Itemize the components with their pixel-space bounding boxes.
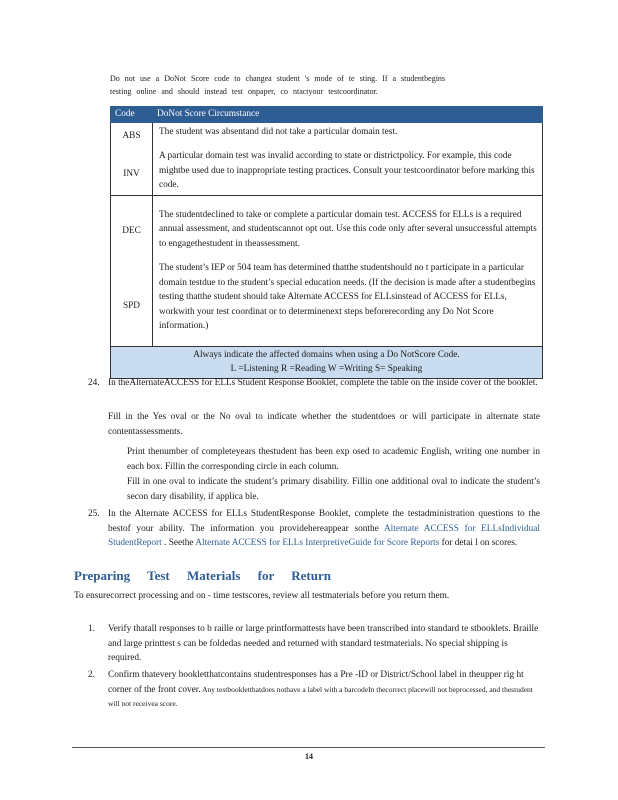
page-number: 14 [305, 752, 313, 761]
item-number: 25. [88, 509, 100, 519]
circumstance-cell [153, 122, 543, 195]
interpretive-guide-link[interactable]: Alternate ACCESS for ELLs InterpretiveGuide for Score Reports [195, 538, 440, 548]
code-abs: ABS [122, 130, 141, 141]
item-number: 24. [88, 378, 100, 388]
circumstance-cell [153, 195, 543, 346]
table-footer [111, 346, 543, 378]
list-item-25 [88, 507, 540, 551]
section-heading: Preparing Test Materials for Return [74, 568, 331, 583]
item-2-text: Confirm thatevery bookletthatcontains studentresponses has a Pre -ID or District/School label in theupper rig ht corner of the front cover. [108, 670, 524, 695]
footer-line-1: Always indicate the affected domains when using a Do NotScore Code. [193, 349, 460, 360]
code-cell [111, 122, 153, 195]
item-25-text-b: . Seethe [161, 538, 196, 548]
intro-line-2: testing online and should instead test onpaper, co ntactyour testcoordinator. [110, 87, 378, 96]
circumstance-dec: The studentdeclined to take or complete a particular domain test. ACCESS for ELLs is a required annual assessment, and studentscannot opt out. Use this code only after several unsuccessful attempts to engagethestudent in theassessment. [159, 209, 537, 249]
do-not-score-table [110, 106, 543, 379]
bullet-text: Print thenumber of completeyears thestudent has been exp osed to academic English, writing one number in each box. Fillin the corresponding circle in each column. [127, 447, 540, 472]
list-item [88, 622, 540, 666]
intro-line-1: Do not use a DoNot Score code to changea student 's mode of te sting. If a studentbegins [110, 74, 446, 83]
item-text: In theAlternateACCESS for ELLs Student Response Booklet, complete the table on the inside cover of the booklet. [108, 378, 538, 388]
intro-note [110, 72, 510, 98]
circumstance-inv: A particular domain test was invalid according to state or districtpolicy. For example, this code mightbe used due to inappropriate testing practices. Consult your testcoordinator before marking this code. [159, 151, 535, 190]
item-25-text-c: for detai l on scores. [439, 538, 518, 548]
code-dec: DEC [122, 225, 141, 236]
code-cell [111, 195, 153, 346]
list-item [88, 668, 540, 712]
code-inv: INV [123, 168, 140, 179]
item-text [108, 668, 540, 712]
header-circumstance: DoNot Score Circumstance [153, 107, 543, 123]
table-footer-row [111, 346, 543, 378]
bullet-item [108, 475, 540, 504]
table-row [111, 195, 543, 346]
section-paragraph: To ensurecorrect processing and on - time testscores, review all testmaterials before you return them. [74, 591, 450, 601]
item-2-small-text: Any testbookletthatdoes nothave a label with a barcodeIn thecorrect placewill not beprocessed, and thestudent will not receivea score. [108, 684, 533, 708]
item-number: 2. [88, 670, 95, 680]
item-25-text-a: In the Alternate ACCESS for ELLs StudentResponse Booklet, complete the testadministration questions to the bestof your ability. The information you providehereappear sonthe [108, 509, 540, 534]
footer-divider [72, 747, 545, 748]
table-row [111, 122, 543, 195]
item-number: 1. [88, 624, 95, 634]
header-code: Code [111, 107, 153, 123]
circumstance-abs: The student was absentand did not take a particular domain test. [159, 126, 398, 137]
circumstance-spd: The student’s IEP or 504 team has determined thatthe studentshould no t participate in a particular domain testdue to the student’s special education needs. (If the decision is made after a studentbegins testing thatthe student should take Alternate ACCESS for ELLsinstead of ACCESS for ELLs, workwith your test coordinat or to determinenext steps beforerecording any Do Not Score information.) [159, 263, 536, 331]
table-header-row [111, 107, 543, 123]
item-text [108, 507, 540, 551]
isr-link[interactable]: Alternate ACCESS for ELLsIndividual StudentReport [108, 523, 540, 548]
bullet-item [108, 445, 540, 474]
item-text: Verify thatall responses to b raille or large printformattests have been transcribed into standard te stbooklets. Braille and large printtest s can be foldedas needed and returned with standard testmaterials. No special shipping is required. [108, 624, 539, 663]
bullet-text: Fill in one oval to indicate the student’s primary disability. Fillin one additional oval to indicate the student’s secon dary disability, if applica ble. [127, 477, 540, 502]
code-spd: SPD [122, 300, 141, 311]
list-item-24 [88, 376, 540, 391]
footer-line-2: L =Listening R =Reading W =Writing S= Speaking [230, 364, 423, 374]
item-24-subtext: Fill in the Yes oval or the No oval to indicate whether the studentdoes or will participate in alternate state contentassessments. [108, 412, 540, 437]
